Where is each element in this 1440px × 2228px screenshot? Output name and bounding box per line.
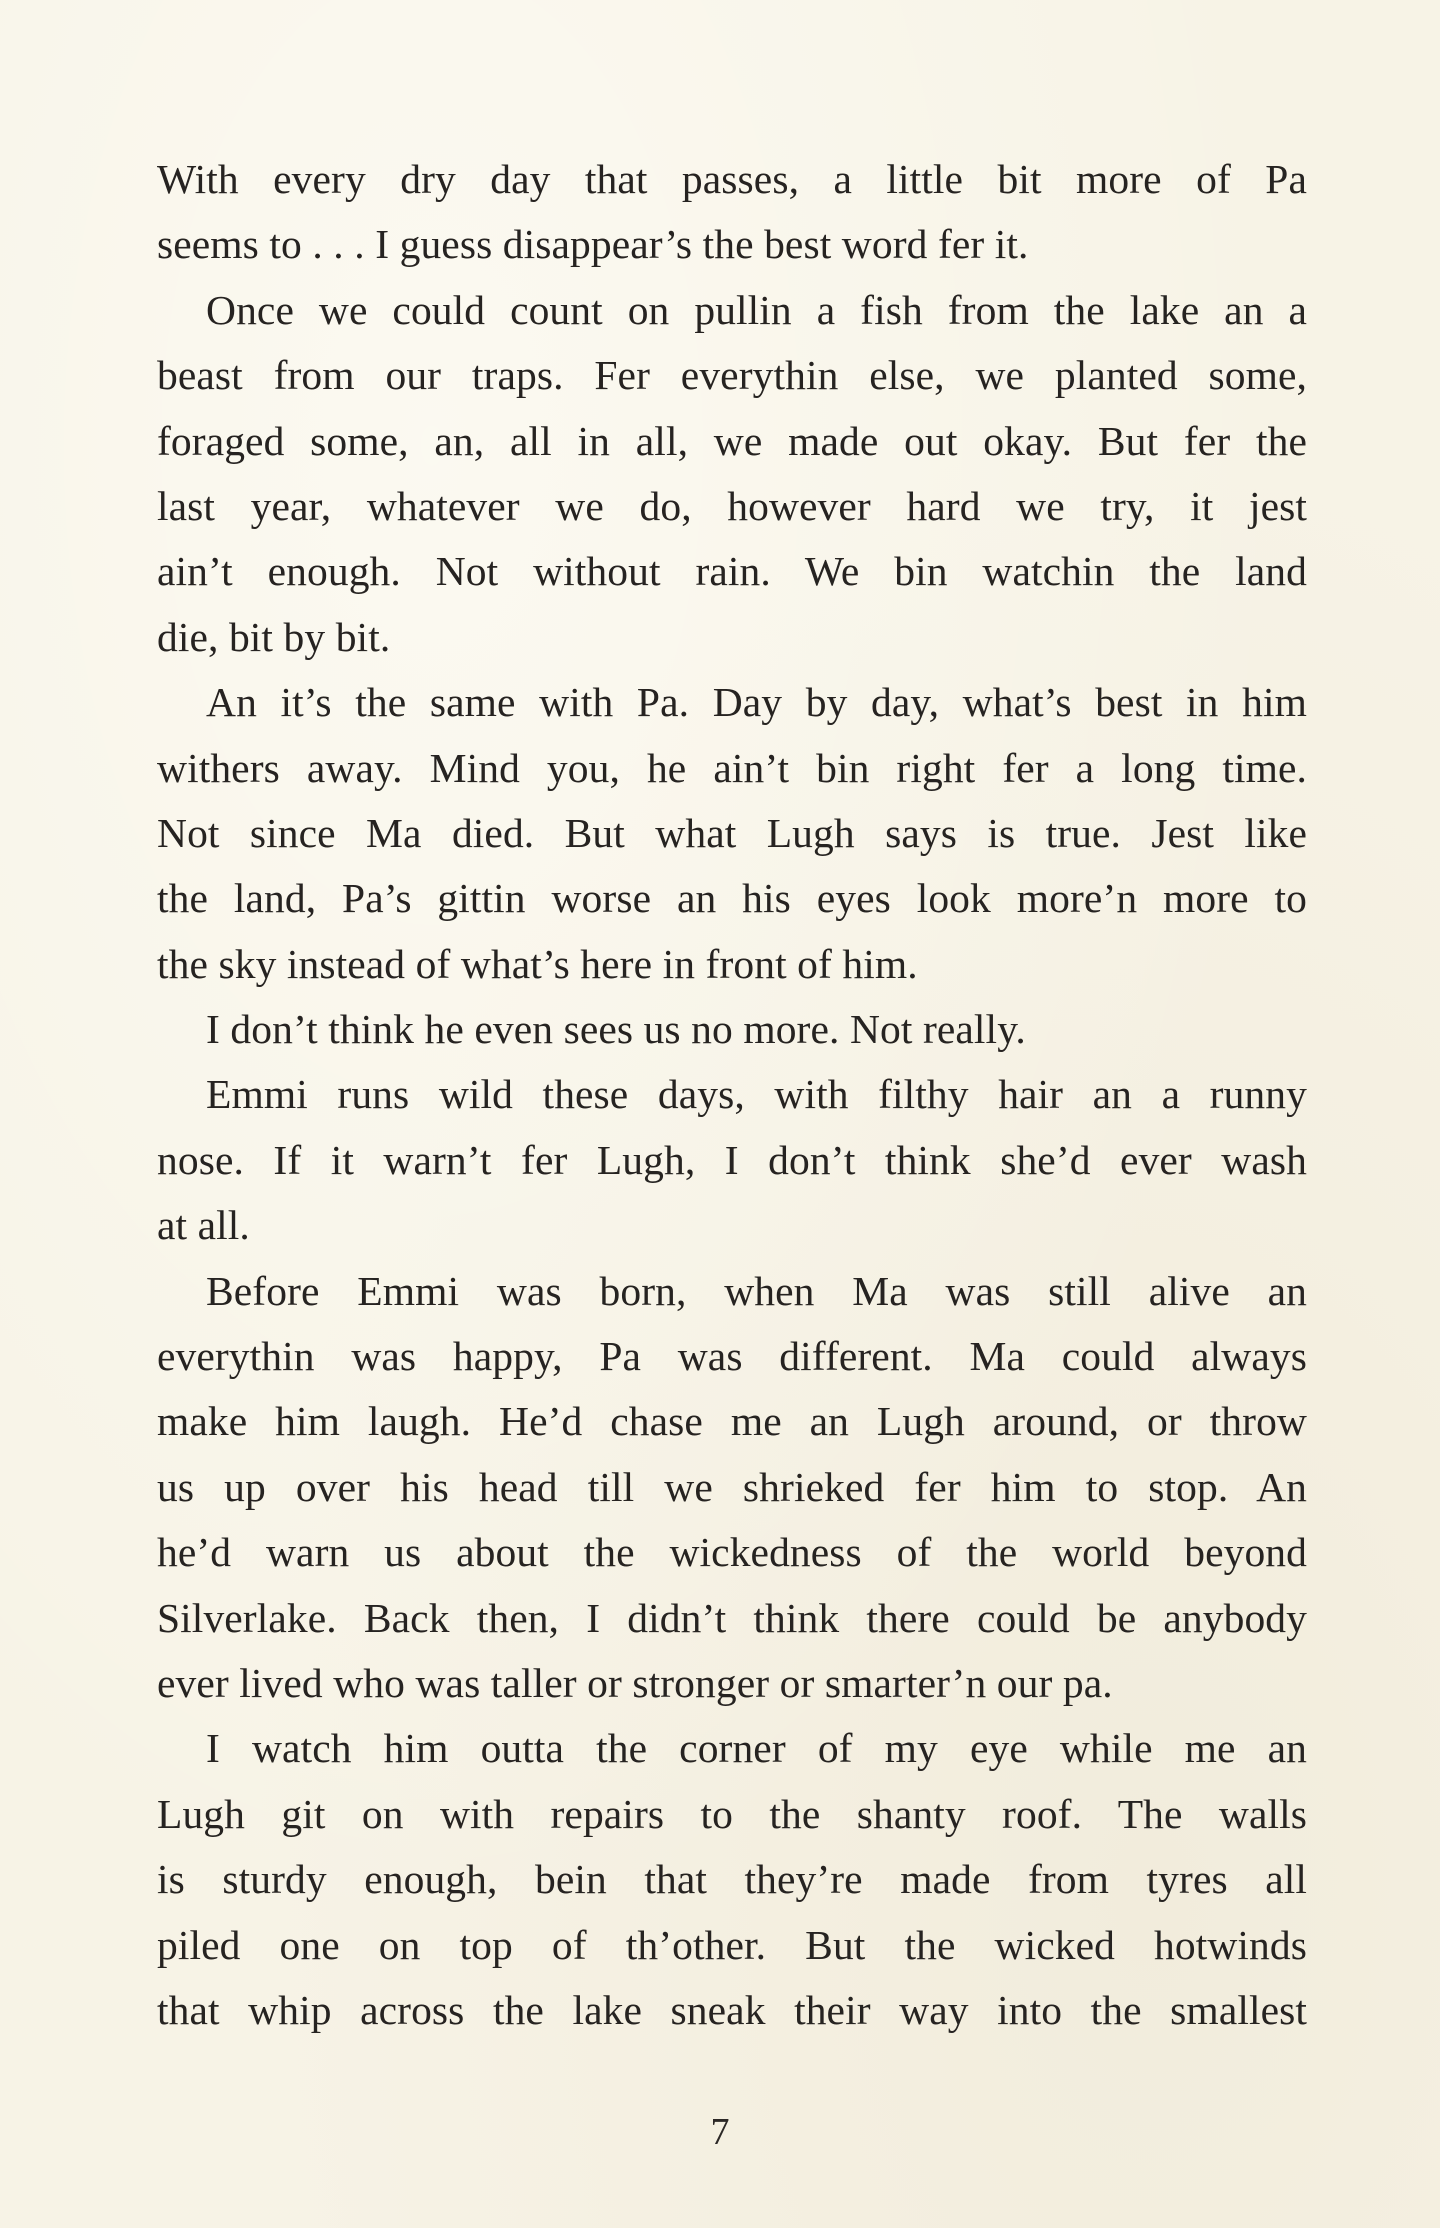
text-line: ever lived who was taller or stronger or smarter’n our pa.: [157, 1659, 1113, 1706]
text-line: Once we could count on pullin a fish from the lake an a: [206, 286, 1307, 333]
text-line: us up over his head till we shrieked fer him to stop. An: [157, 1463, 1307, 1510]
text-line: the sky instead of what’s here in front of him.: [157, 940, 918, 987]
text-line: make him laugh. He’d chase me an Lugh around, or throw: [157, 1398, 1307, 1445]
text-line: last year, whatever we do, however hard we try, it jest: [157, 482, 1307, 529]
text-line: ain’t enough. Not without rain. We bin watchin the land: [157, 548, 1307, 595]
text-line: With every dry day that passes, a little bit more of Pa: [157, 156, 1307, 202]
text-line: Lugh git on with repairs to the shanty roof. The walls: [157, 1790, 1307, 1837]
text-line: piled one on top of th’other. But the wicked hotwinds: [157, 1921, 1307, 1968]
text-line: beast from our traps. Fer everythin else, we planted some,: [157, 352, 1307, 399]
text-line: the land, Pa’s gittin worse an his eyes look more’n more to: [157, 875, 1307, 922]
text-line: seems to . . . I guess disappear’s the best word fer it.: [157, 221, 1029, 268]
text-line: that whip across the lake sneak their way into the smallest: [157, 1986, 1307, 2033]
text-line: I watch him outta the corner of my eye while me an: [206, 1725, 1307, 1772]
page-number: 7: [710, 2111, 730, 2153]
text-line: foraged some, an, all in all, we made out okay. But fer the: [157, 417, 1307, 464]
text-line: Not since Ma died. But what Lugh says is true. Jest like: [157, 809, 1307, 856]
text-line: is sturdy enough, bein that they’re made from tyres all: [157, 1856, 1307, 1903]
text-line: at all.: [157, 1202, 250, 1249]
text-line: everythin was happy, Pa was different. Ma could always: [157, 1333, 1307, 1380]
text-line: An it’s the same with Pa. Day by day, what’s best in him: [206, 679, 1307, 726]
text-line: nose. If it warn’t fer Lugh, I don’t think she’d ever wash: [157, 1136, 1307, 1183]
text-line: Emmi runs wild these days, with filthy hair an a runny: [206, 1071, 1307, 1118]
text-line: Before Emmi was born, when Ma was still alive an: [206, 1267, 1307, 1314]
body-text: [157, 147, 1307, 2043]
text-line: Silverlake. Back then, I didn’t think there could be anybody: [157, 1594, 1307, 1641]
text-line: he’d warn us about the wickedness of the world beyond: [157, 1529, 1307, 1576]
text-line: I don’t think he even sees us no more. Not really.: [206, 1006, 1026, 1053]
text-line: die, bit by bit.: [157, 613, 391, 660]
text-line: withers away. Mind you, he ain’t bin right fer a long time.: [157, 744, 1307, 791]
